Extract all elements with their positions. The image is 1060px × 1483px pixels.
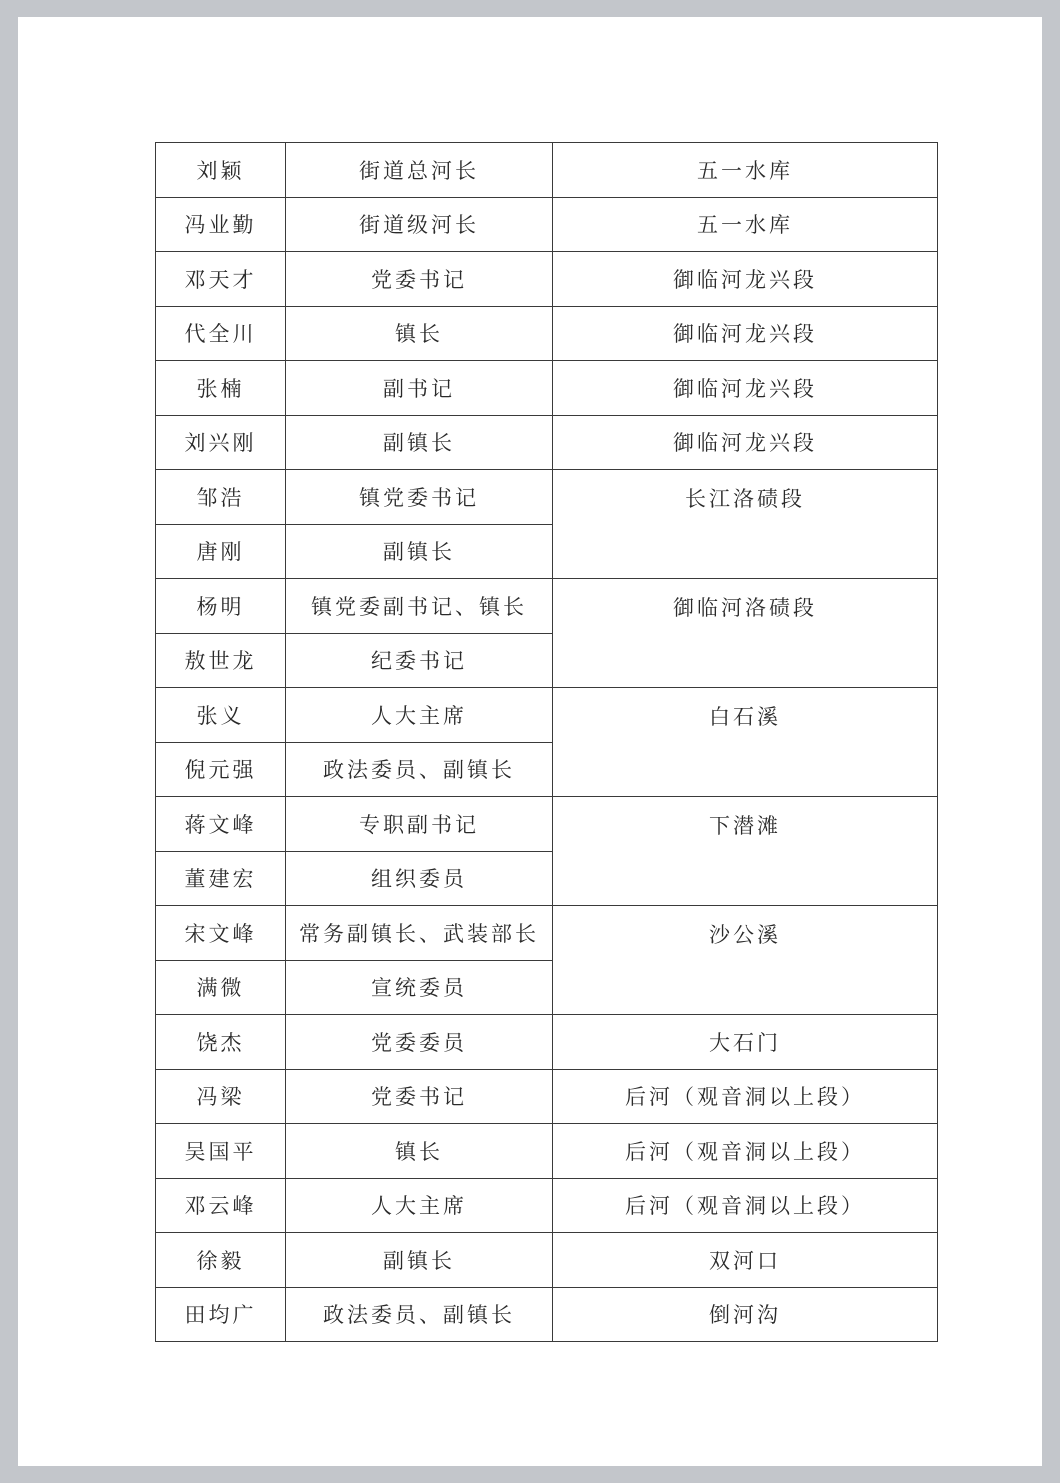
table-row <box>156 1124 938 1179</box>
river-section-cell: 倒河沟 <box>553 1287 938 1342</box>
position-cell: 政法委员、副镇长 <box>286 742 553 797</box>
position-cell: 宣统委员 <box>286 960 553 1015</box>
name-cell: 邹浩 <box>156 470 286 525</box>
name-cell: 刘颖 <box>156 143 286 198</box>
table-row <box>156 306 938 361</box>
name-cell: 满微 <box>156 960 286 1015</box>
river-chief-table <box>155 142 938 1342</box>
table-row <box>156 1287 938 1342</box>
name-cell: 董建宏 <box>156 851 286 906</box>
table-row <box>156 143 938 198</box>
position-cell: 党委书记 <box>286 252 553 307</box>
position-cell: 党委书记 <box>286 1069 553 1124</box>
name-cell: 敖世龙 <box>156 633 286 688</box>
river-section-cell: 下潜滩 <box>553 797 938 906</box>
table-row <box>156 1015 938 1070</box>
position-cell: 镇党委副书记、镇长 <box>286 579 553 634</box>
name-cell: 唐刚 <box>156 524 286 579</box>
river-section-cell: 五一水库 <box>553 143 938 198</box>
position-cell: 组织委员 <box>286 851 553 906</box>
name-cell: 邓天才 <box>156 252 286 307</box>
table-row <box>156 1069 938 1124</box>
position-cell: 镇长 <box>286 306 553 361</box>
river-section-cell: 沙公溪 <box>553 906 938 1015</box>
table-row <box>156 470 938 525</box>
name-cell: 杨明 <box>156 579 286 634</box>
document-page <box>18 17 1042 1466</box>
position-cell: 人大主席 <box>286 1178 553 1233</box>
name-cell: 代全川 <box>156 306 286 361</box>
name-cell: 蒋文峰 <box>156 797 286 852</box>
river-section-cell: 御临河龙兴段 <box>553 252 938 307</box>
river-section-cell: 长江洛碛段 <box>553 470 938 579</box>
river-section-cell: 御临河龙兴段 <box>553 415 938 470</box>
position-cell: 政法委员、副镇长 <box>286 1287 553 1342</box>
table-body <box>156 143 938 1342</box>
name-cell: 田均广 <box>156 1287 286 1342</box>
table-row <box>156 197 938 252</box>
river-section-cell: 大石门 <box>553 1015 938 1070</box>
name-cell: 冯业勤 <box>156 197 286 252</box>
name-cell: 张义 <box>156 688 286 743</box>
river-section-cell: 御临河龙兴段 <box>553 306 938 361</box>
river-section-cell: 后河（观音洞以上段） <box>553 1069 938 1124</box>
position-cell: 人大主席 <box>286 688 553 743</box>
name-cell: 饶杰 <box>156 1015 286 1070</box>
position-cell: 镇党委书记 <box>286 470 553 525</box>
table-row <box>156 1233 938 1288</box>
river-section-cell: 御临河洛碛段 <box>553 579 938 688</box>
position-cell: 街道总河长 <box>286 143 553 198</box>
name-cell: 吴国平 <box>156 1124 286 1179</box>
name-cell: 邓云峰 <box>156 1178 286 1233</box>
table-row <box>156 415 938 470</box>
table-row <box>156 579 938 634</box>
table-row <box>156 906 938 961</box>
name-cell: 徐毅 <box>156 1233 286 1288</box>
table-row <box>156 688 938 743</box>
table-row <box>156 361 938 416</box>
river-section-cell: 白石溪 <box>553 688 938 797</box>
position-cell: 副镇长 <box>286 524 553 579</box>
table-row <box>156 797 938 852</box>
river-section-cell: 五一水库 <box>553 197 938 252</box>
name-cell: 宋文峰 <box>156 906 286 961</box>
position-cell: 专职副书记 <box>286 797 553 852</box>
name-cell: 张楠 <box>156 361 286 416</box>
river-section-cell: 御临河龙兴段 <box>553 361 938 416</box>
name-cell: 刘兴刚 <box>156 415 286 470</box>
position-cell: 副镇长 <box>286 415 553 470</box>
river-section-cell: 双河口 <box>553 1233 938 1288</box>
position-cell: 街道级河长 <box>286 197 553 252</box>
table-row <box>156 1178 938 1233</box>
river-section-cell: 后河（观音洞以上段） <box>553 1124 938 1179</box>
position-cell: 党委委员 <box>286 1015 553 1070</box>
river-section-cell: 后河（观音洞以上段） <box>553 1178 938 1233</box>
position-cell: 副书记 <box>286 361 553 416</box>
name-cell: 冯梁 <box>156 1069 286 1124</box>
table-row <box>156 252 938 307</box>
position-cell: 镇长 <box>286 1124 553 1179</box>
position-cell: 常务副镇长、武装部长 <box>286 906 553 961</box>
position-cell: 副镇长 <box>286 1233 553 1288</box>
name-cell: 倪元强 <box>156 742 286 797</box>
position-cell: 纪委书记 <box>286 633 553 688</box>
